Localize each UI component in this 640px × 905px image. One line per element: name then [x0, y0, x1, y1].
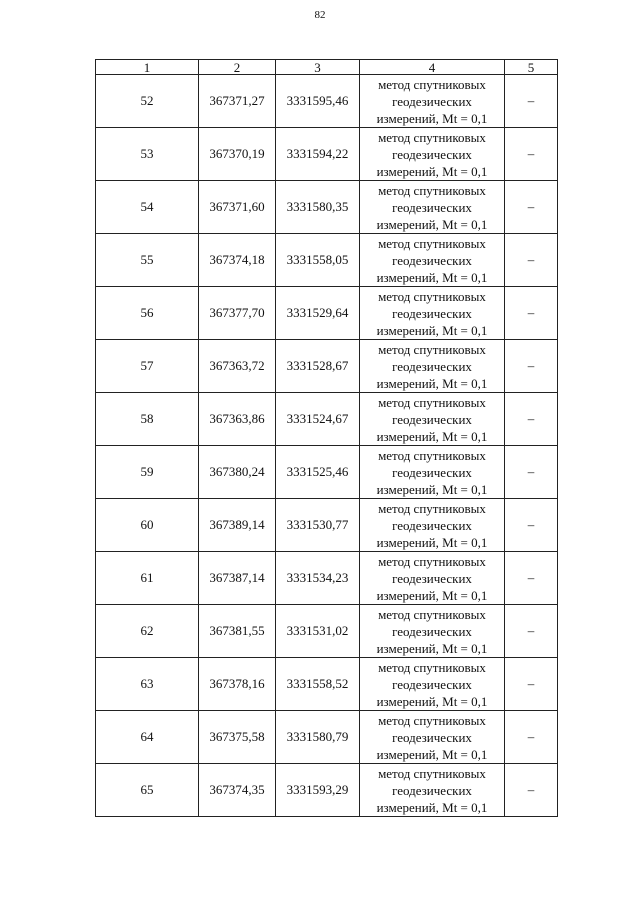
x-coordinate-cell: 367374,35: [199, 764, 276, 817]
method-line-1: метод спутниковых: [378, 76, 486, 92]
x-coordinate-cell: 367387,14: [199, 552, 276, 605]
point-number-cell: 60: [96, 499, 199, 552]
method-line-3: измерений, Mt = 0,1: [376, 375, 488, 391]
method-line-2: геодезических: [392, 305, 472, 321]
method-line-3: измерений, Mt = 0,1: [376, 534, 488, 550]
method-cell: [360, 75, 505, 128]
table-row: [96, 287, 558, 340]
method-line-2: геодезических: [392, 782, 472, 798]
point-number-cell: 53: [96, 128, 199, 181]
method-line-3: измерений, Mt = 0,1: [376, 428, 488, 444]
column-header-2: 2: [199, 60, 276, 75]
method-cell: [360, 181, 505, 234]
note-cell: –: [505, 764, 558, 817]
column-header-1: 1: [96, 60, 199, 75]
method-line-1: метод спутниковых: [378, 659, 486, 675]
x-coordinate-cell: 367378,16: [199, 658, 276, 711]
method-line-3: измерений, Mt = 0,1: [376, 746, 488, 762]
table-row: [96, 75, 558, 128]
x-coordinate-cell: 367380,24: [199, 446, 276, 499]
method-line-2: геодезических: [392, 623, 472, 639]
method-line-2: геодезических: [392, 729, 472, 745]
y-coordinate-cell: 3331593,29: [276, 764, 360, 817]
note-cell: –: [505, 552, 558, 605]
note-cell: –: [505, 287, 558, 340]
point-number-cell: 62: [96, 605, 199, 658]
method-cell: [360, 393, 505, 446]
point-number-cell: 58: [96, 393, 199, 446]
point-number-cell: 54: [96, 181, 199, 234]
method-line-3: измерений, Mt = 0,1: [376, 322, 488, 338]
table-header-row: [96, 60, 558, 75]
method-line-3: измерений, Mt = 0,1: [376, 163, 488, 179]
method-cell: [360, 234, 505, 287]
point-number-cell: 64: [96, 711, 199, 764]
x-coordinate-cell: 367374,18: [199, 234, 276, 287]
method-cell: [360, 287, 505, 340]
method-line-2: геодезических: [392, 146, 472, 162]
method-line-3: измерений, Mt = 0,1: [376, 216, 488, 232]
note-cell: –: [505, 234, 558, 287]
y-coordinate-cell: 3331525,46: [276, 446, 360, 499]
method-cell: [360, 764, 505, 817]
method-line-2: геодезических: [392, 252, 472, 268]
method-line-3: измерений, Mt = 0,1: [376, 587, 488, 603]
coordinates-table: [95, 59, 558, 817]
y-coordinate-cell: 3331534,23: [276, 552, 360, 605]
note-cell: –: [505, 75, 558, 128]
y-coordinate-cell: 3331530,77: [276, 499, 360, 552]
y-coordinate-cell: 3331558,05: [276, 234, 360, 287]
y-coordinate-cell: 3331528,67: [276, 340, 360, 393]
table-row: [96, 340, 558, 393]
method-cell: [360, 340, 505, 393]
y-coordinate-cell: 3331595,46: [276, 75, 360, 128]
table-row: [96, 605, 558, 658]
table-row: [96, 234, 558, 287]
method-line-3: измерений, Mt = 0,1: [376, 640, 488, 656]
x-coordinate-cell: 367371,27: [199, 75, 276, 128]
note-cell: –: [505, 446, 558, 499]
method-line-2: геодезических: [392, 411, 472, 427]
y-coordinate-cell: 3331580,79: [276, 711, 360, 764]
method-line-2: геодезических: [392, 517, 472, 533]
y-coordinate-cell: 3331594,22: [276, 128, 360, 181]
note-cell: –: [505, 340, 558, 393]
column-header-5: 5: [505, 60, 558, 75]
table-row: [96, 446, 558, 499]
method-cell: [360, 605, 505, 658]
point-number-cell: 57: [96, 340, 199, 393]
method-line-1: метод спутниковых: [378, 288, 486, 304]
method-line-1: метод спутниковых: [378, 500, 486, 516]
point-number-cell: 52: [96, 75, 199, 128]
method-line-1: метод спутниковых: [378, 553, 486, 569]
note-cell: –: [505, 128, 558, 181]
method-line-1: метод спутниковых: [378, 394, 486, 410]
method-line-2: геодезических: [392, 358, 472, 374]
point-number-cell: 59: [96, 446, 199, 499]
method-line-1: метод спутниковых: [378, 765, 486, 781]
x-coordinate-cell: 367381,55: [199, 605, 276, 658]
x-coordinate-cell: 367377,70: [199, 287, 276, 340]
x-coordinate-cell: 367370,19: [199, 128, 276, 181]
method-line-3: измерений, Mt = 0,1: [376, 693, 488, 709]
method-line-3: измерений, Mt = 0,1: [376, 799, 488, 815]
note-cell: –: [505, 605, 558, 658]
method-line-2: геодезических: [392, 570, 472, 586]
point-number-cell: 56: [96, 287, 199, 340]
y-coordinate-cell: 3331529,64: [276, 287, 360, 340]
method-cell: [360, 446, 505, 499]
table-row: [96, 658, 558, 711]
method-line-3: измерений, Mt = 0,1: [376, 110, 488, 126]
y-coordinate-cell: 3331531,02: [276, 605, 360, 658]
method-line-1: метод спутниковых: [378, 712, 486, 728]
table-row: [96, 711, 558, 764]
x-coordinate-cell: 367363,72: [199, 340, 276, 393]
note-cell: –: [505, 658, 558, 711]
table-row: [96, 128, 558, 181]
point-number-cell: 63: [96, 658, 199, 711]
method-cell: [360, 499, 505, 552]
point-number-cell: 55: [96, 234, 199, 287]
method-line-2: геодезических: [392, 676, 472, 692]
table-row: [96, 552, 558, 605]
column-header-4: 4: [360, 60, 505, 75]
column-header-3: 3: [276, 60, 360, 75]
method-line-1: метод спутниковых: [378, 447, 486, 463]
x-coordinate-cell: 367389,14: [199, 499, 276, 552]
point-number-cell: 65: [96, 764, 199, 817]
y-coordinate-cell: 3331580,35: [276, 181, 360, 234]
method-line-2: геодезических: [392, 93, 472, 109]
method-cell: [360, 658, 505, 711]
note-cell: –: [505, 499, 558, 552]
method-line-3: измерений, Mt = 0,1: [376, 269, 488, 285]
method-line-1: метод спутниковых: [378, 129, 486, 145]
y-coordinate-cell: 3331524,67: [276, 393, 360, 446]
x-coordinate-cell: 367375,58: [199, 711, 276, 764]
method-line-1: метод спутниковых: [378, 235, 486, 251]
x-coordinate-cell: 367363,86: [199, 393, 276, 446]
table-row: [96, 499, 558, 552]
table-row: [96, 393, 558, 446]
method-line-1: метод спутниковых: [378, 341, 486, 357]
y-coordinate-cell: 3331558,52: [276, 658, 360, 711]
point-number-cell: 61: [96, 552, 199, 605]
method-line-1: метод спутниковых: [378, 182, 486, 198]
method-cell: [360, 552, 505, 605]
note-cell: –: [505, 181, 558, 234]
table-row: [96, 764, 558, 817]
note-cell: –: [505, 393, 558, 446]
table-row: [96, 181, 558, 234]
method-line-1: метод спутниковых: [378, 606, 486, 622]
method-line-2: геодезических: [392, 464, 472, 480]
method-line-2: геодезических: [392, 199, 472, 215]
method-cell: [360, 128, 505, 181]
method-line-3: измерений, Mt = 0,1: [376, 481, 488, 497]
page-number: 82: [314, 9, 326, 21]
method-cell: [360, 711, 505, 764]
note-cell: –: [505, 711, 558, 764]
x-coordinate-cell: 367371,60: [199, 181, 276, 234]
